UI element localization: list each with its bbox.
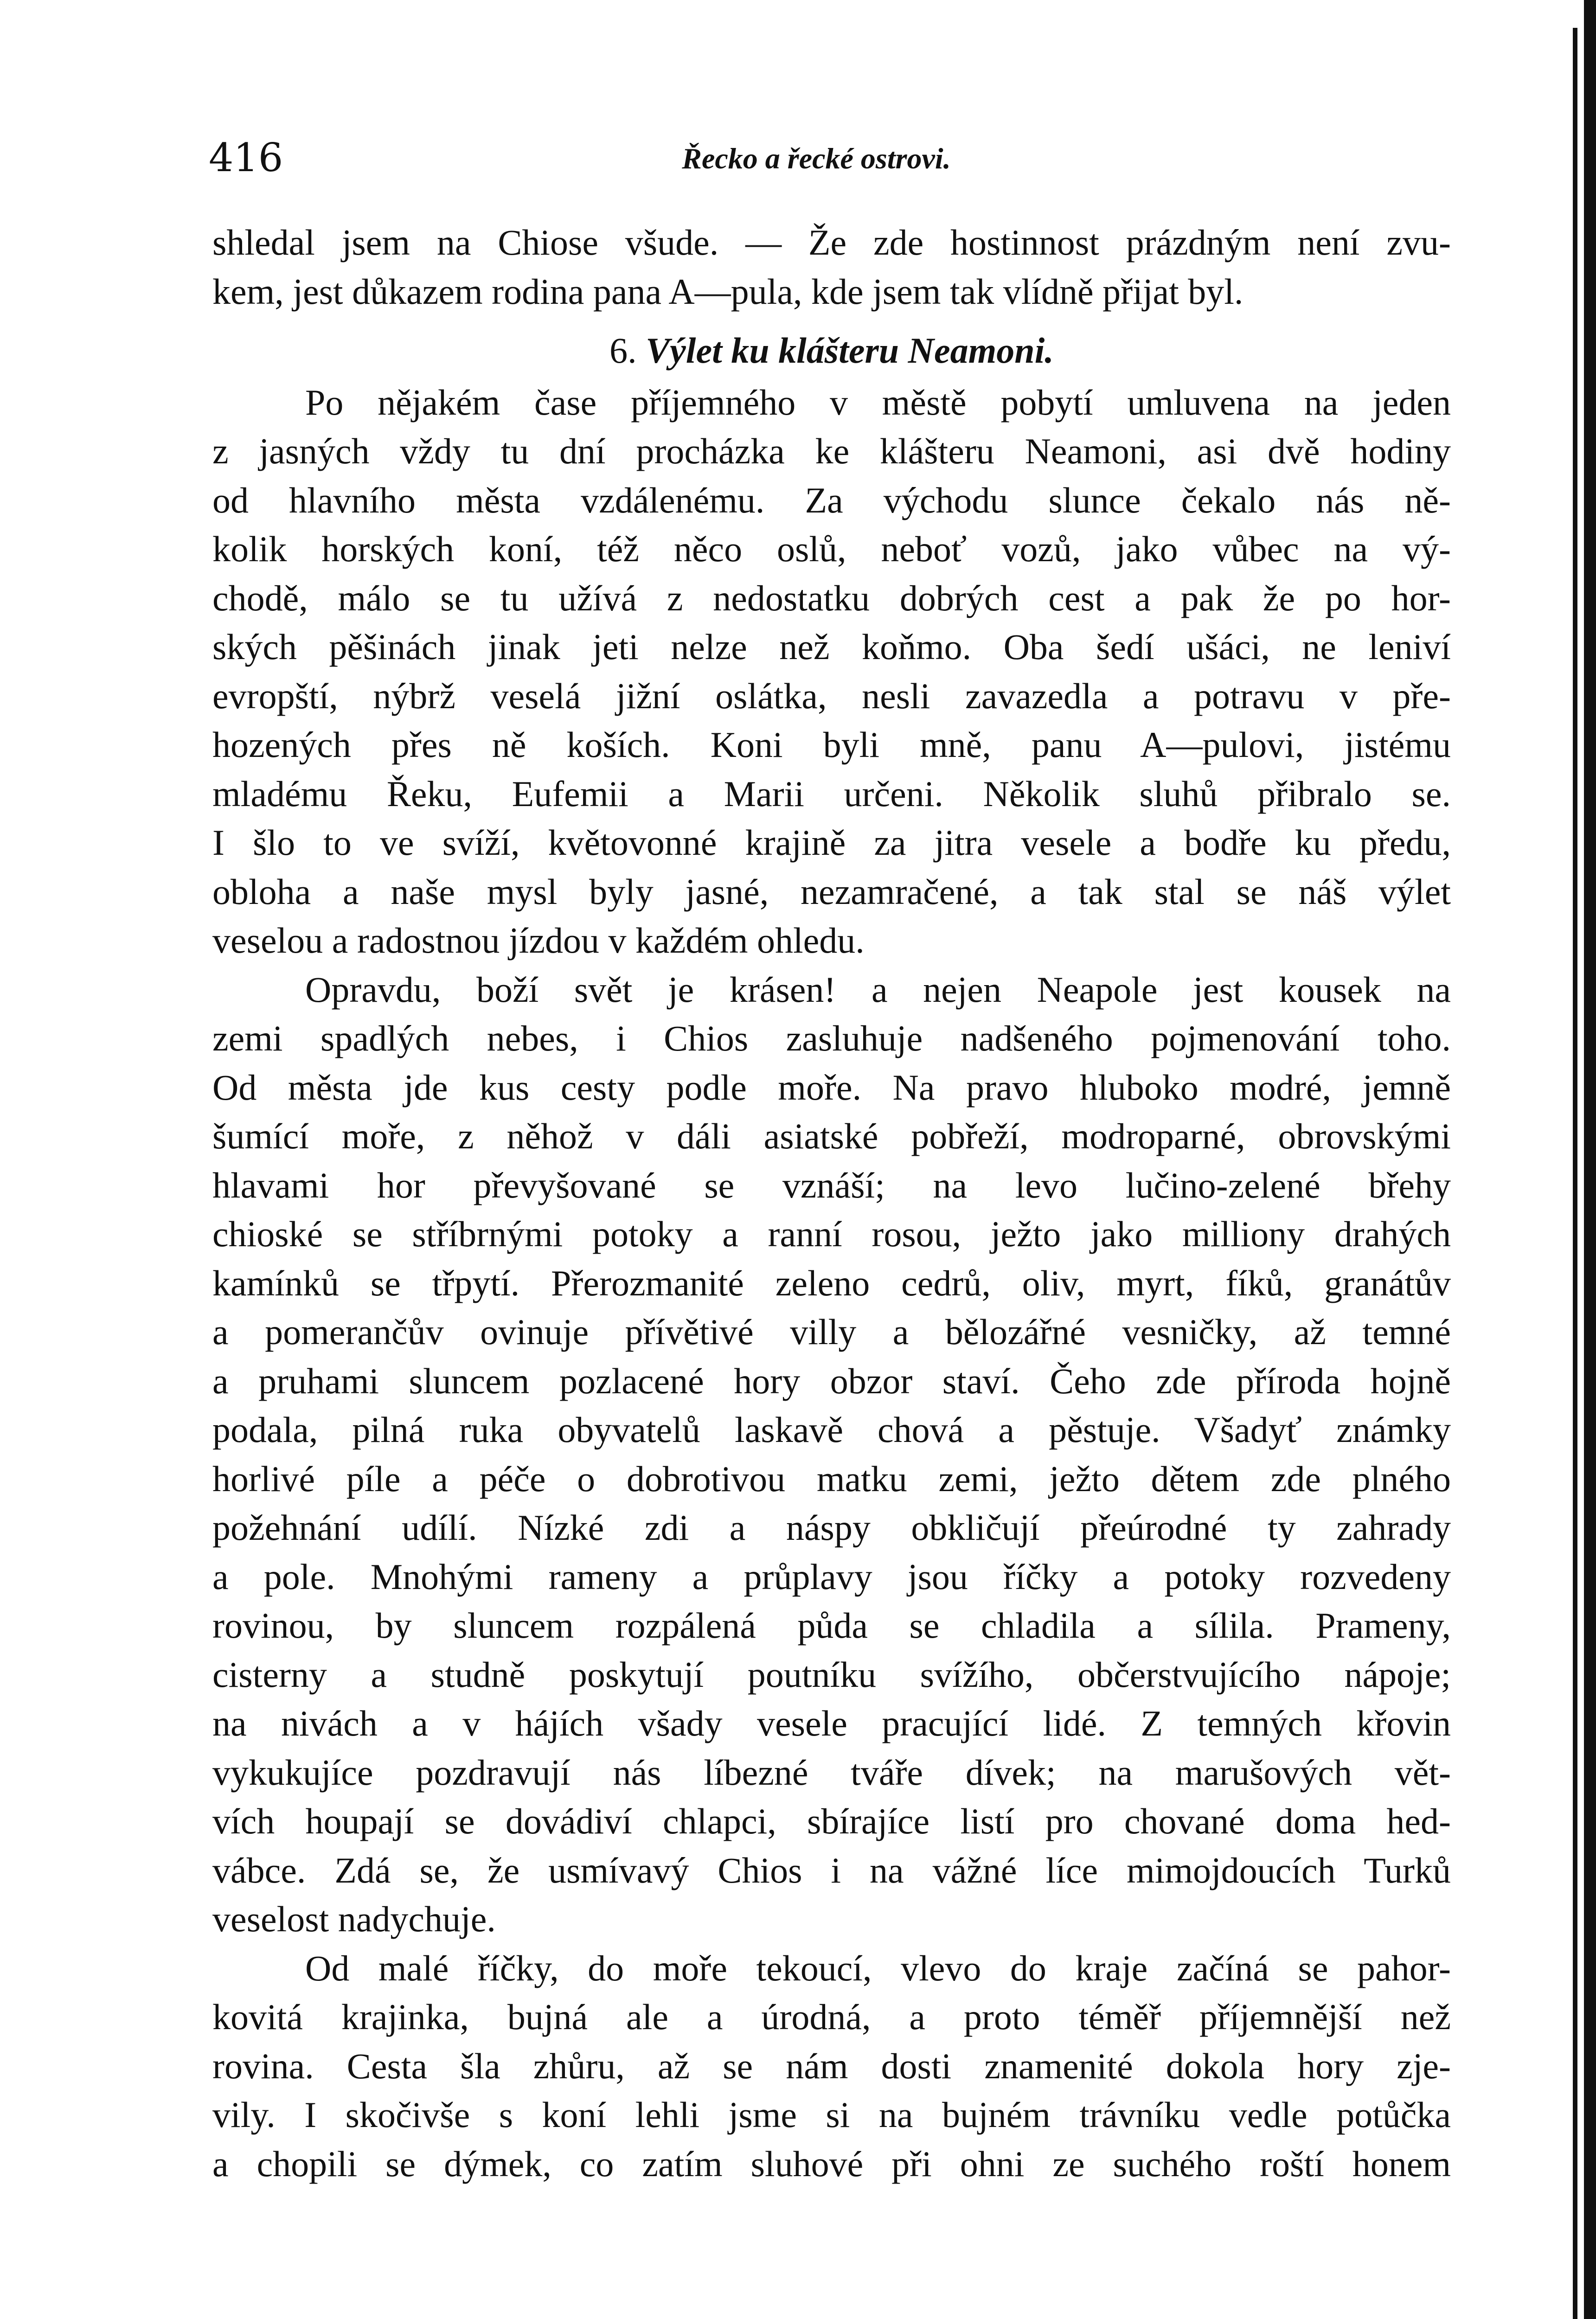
- paragraph-3: [212, 965, 1451, 1944]
- text-line: chodě, málo se tu užívá z nedostatku dobrých cest a pak že po hor-: [212, 577, 1451, 618]
- text-line: vykukujíce pozdravují nás líbezné tváře dívek; na marušových vět-: [212, 1752, 1451, 1793]
- paragraph-1: [212, 218, 1451, 316]
- text-line: na nivách a v hájích všady vesele pracující lidé. Z temných křovin: [212, 1703, 1451, 1743]
- text-line: horlivé píle a péče o dobrotivou matku zemi, ježto dětem zde plného: [212, 1458, 1451, 1499]
- text-line: od hlavního města vzdálenému. Za východu slunce čekalo nás ně-: [212, 480, 1451, 520]
- text-line: mladému Řeku, Eufemii a Marii určeni. Několik sluhů přibralo se.: [212, 773, 1451, 814]
- text-line: kovitá krajinka, bujná ale a úrodná, a proto téměř příjemnější než: [212, 1997, 1451, 2037]
- section-number: 6.: [609, 330, 637, 371]
- text-line: a pole. Mnohými rameny a průplavy jsou říčky a potoky rozvedeny: [212, 1556, 1451, 1597]
- text-line: ských pěšinách jinak jeti nelze než koňmo. Oba šedí ušáci, ne leniví: [212, 627, 1451, 667]
- text-line: kem, jest důkazem rodina pana A—pula, kde jsem tak vlídně přijat byl.: [212, 271, 1243, 312]
- text-line: veselou a radostnou jízdou v každém ohledu.: [212, 920, 865, 961]
- text-line: šumící moře, z něhož v dáli asiatské pobřeží, modroparné, obrovskými: [212, 1116, 1451, 1156]
- text-line: chioské se stříbrnými potoky a ranní rosou, ježto jako milliony drahých: [212, 1214, 1451, 1254]
- page-number: 416: [209, 135, 283, 180]
- text-line: cisterny a studně poskytují poutníku svížího, občerstvujícího nápoje;: [212, 1654, 1451, 1695]
- text-line: Po nějakém čase příjemného v městě pobytí umluvena na jeden: [305, 382, 1451, 423]
- text-line: rovinou, by sluncem rozpálená půda se chladila a sílila. Prameny,: [212, 1605, 1451, 1646]
- text-line: hozených přes ně koších. Koni byli mně, panu A—pulovi, jistému: [212, 724, 1451, 765]
- text-line: kamínků se třpytí. Přerozmanité zeleno cedrů, oliv, myrt, fíků, granátův: [212, 1262, 1451, 1303]
- text-line: vích houpají se dovádiví chlapci, sbírajíce listí pro chované doma hed-: [212, 1801, 1451, 1841]
- body-text: [212, 218, 1451, 2188]
- text-line: a chopili se dýmek, co zatím sluhové při ohni ze suchého roští honem: [212, 2143, 1451, 2184]
- text-line: veselost nadychuje.: [212, 1899, 496, 1939]
- text-line: podala, pilná ruka obyvatelů laskavě chová a pěstuje. Všadyť známky: [212, 1409, 1451, 1450]
- paragraph-4: [212, 1944, 1451, 2189]
- text-line: vily. I skočivše s koní lehli jsme si na bujném trávníku vedle potůčka: [212, 2095, 1451, 2135]
- text-line: z jasných vždy tu dní procházka ke klášteru Neamoni, asi dvě hodiny: [212, 431, 1451, 471]
- text-line: evropští, nýbrž veselá jižní oslátka, nesli zavazedla a potravu v pře-: [212, 675, 1451, 716]
- text-line: požehnání udílí. Nízké zdi a náspy obkličují přeúrodné ty zahrady: [212, 1507, 1451, 1548]
- text-line: hlavami hor převyšované se vznáší; na levo lučino-zelené břehy: [212, 1165, 1451, 1205]
- page-edge-line: [1573, 28, 1577, 2319]
- text-line: a pruhami sluncem pozlacené hory obzor staví. Čeho zde příroda hojně: [212, 1360, 1451, 1401]
- section-title: Výlet ku klášteru Neamoni.: [646, 330, 1054, 371]
- text-line: zemi spadlých nebes, i Chios zasluhuje nadšeného pojmenování toho.: [212, 1018, 1451, 1058]
- text-line: Opravdu, boží svět je krásen! a nejen Neapole jest kousek na: [305, 969, 1451, 1010]
- text-line: vábce. Zdá se, že usmívavý Chios i na vážné líce mimojdoucích Turků: [212, 1850, 1451, 1890]
- section-heading: [212, 326, 1451, 375]
- text-line: Od malé říčky, do moře tekoucí, vlevo do kraje začíná se pahor-: [305, 1947, 1451, 1988]
- text-line: shledal jsem na Chiose všude. — Že zde hostinnost prázdným není zvu-: [212, 222, 1451, 263]
- text-line: I šlo to ve svíží, květovonné krajině za jitra vesele a bodře ku předu,: [212, 822, 1451, 863]
- text-line: Od města jde kus cesty podle moře. Na pravo hluboko modré, jemně: [212, 1067, 1451, 1108]
- text-line: rovina. Cesta šla zhůru, až se nám dosti znamenité dokola hory zje-: [212, 2045, 1451, 2086]
- text-line: obloha a naše mysl byly jasné, nezamračené, a tak stal se náš výlet: [212, 871, 1451, 912]
- text-line: kolik horských koní, též něco oslů, neboť vozů, jako vůbec na vý-: [212, 529, 1451, 569]
- paragraph-2: [212, 378, 1451, 965]
- text-line: a pomerančův ovinuje přívětivé villy a bělozářné vesničky, až temné: [212, 1312, 1451, 1352]
- running-title: Řecko a řecké ostrovi.: [682, 142, 951, 175]
- page-edge-shadow: [1584, 0, 1596, 2319]
